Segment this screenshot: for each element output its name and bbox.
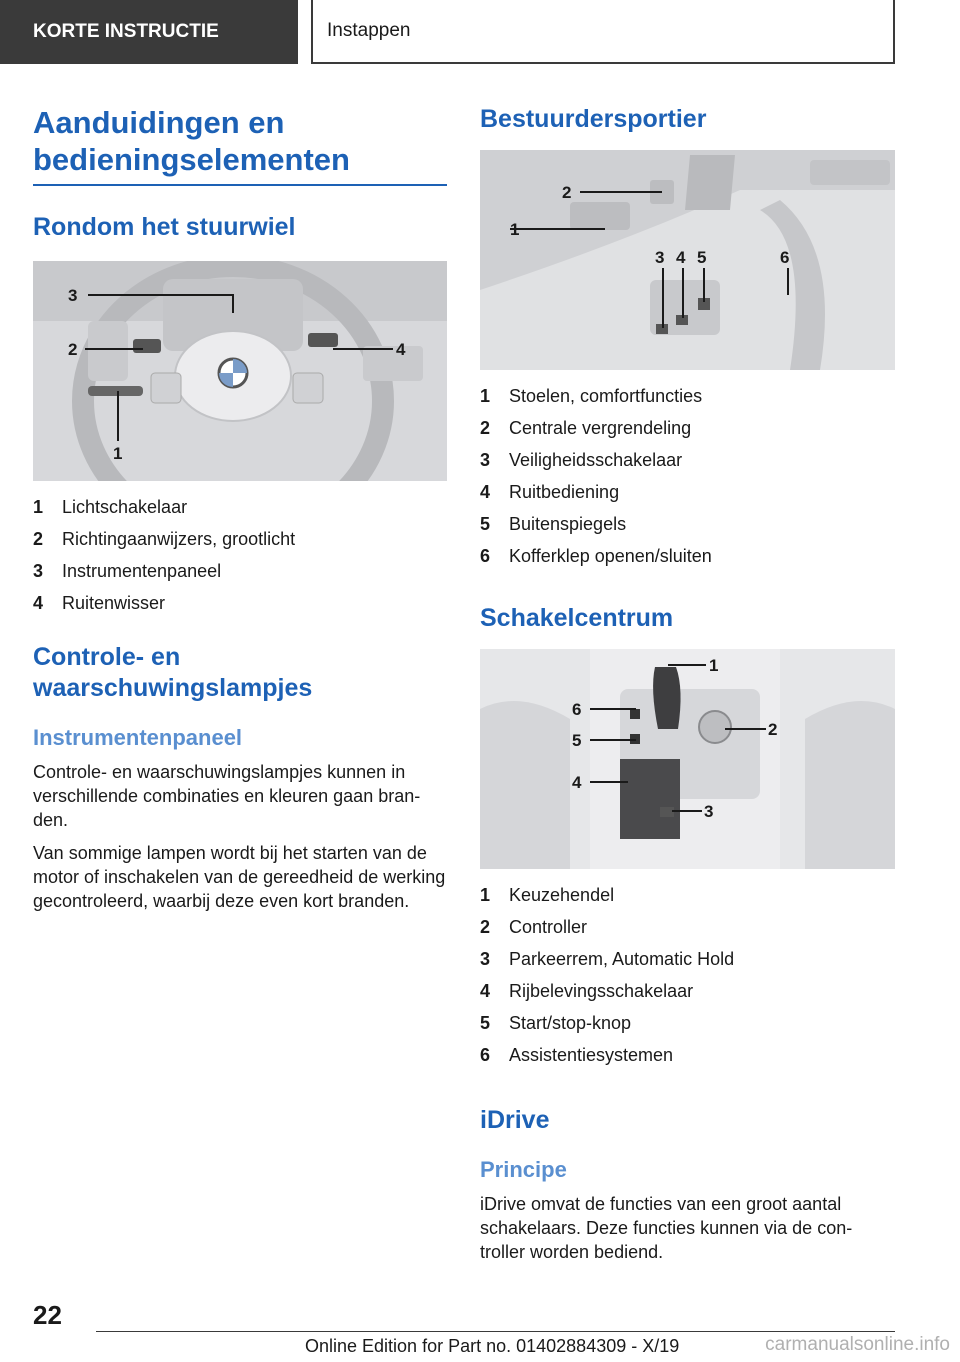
warning-paragraph-1: Controle- en waarschuwingslampjes kunnen in verschillende combinaties en kleuren gaan bran-den.: [33, 762, 421, 830]
svg-text:4: 4: [572, 773, 582, 792]
legend-item: 5 Buitenspiegels: [480, 514, 627, 534]
legend-item: 1 Keuzehendel: [480, 885, 615, 905]
svg-text:5: 5: [697, 248, 707, 267]
steering-wheel-illustration: [33, 261, 447, 481]
steering-heading: Rondom het stuurwiel: [33, 213, 296, 241]
svg-text:3: 3: [68, 286, 78, 305]
footer-edition: Online Edition for Part no. 01402884309 - X/19: [305, 1336, 680, 1356]
idrive-paragraph: iDrive omvat de functies van een groot aantal schakelaars. Deze functies kunnen via de con-troller worden bediend.: [480, 1194, 853, 1262]
svg-text:4: 4: [396, 340, 406, 359]
svg-text:2: 2: [562, 183, 572, 202]
idrive-heading: iDrive: [480, 1106, 550, 1134]
warning-heading: Controle- en waarschuwingslampjes: [33, 643, 313, 702]
legend-item: 4 Ruitenwisser: [33, 593, 166, 613]
legend-item: 6 Kofferklep openen/sluiten: [480, 546, 712, 566]
watermark: carmanualsonline.info: [765, 1334, 950, 1355]
left-column: [33, 104, 447, 913]
svg-text:1: 1: [709, 656, 719, 675]
door-figure: [480, 150, 895, 370]
legend-item: 2 Controller: [480, 917, 588, 937]
chapter-tab: [311, 0, 895, 64]
svg-text:2: 2: [768, 720, 778, 739]
console-figure: [480, 649, 895, 869]
idrive-subheading: Principe: [480, 1157, 567, 1182]
legend-item: 2 Richtingaanwijzers, grootlicht: [33, 529, 296, 549]
svg-text:3: 3: [655, 248, 665, 267]
svg-text:3: 3: [704, 802, 714, 821]
svg-text:6: 6: [780, 248, 790, 267]
steering-legend: [33, 491, 447, 619]
svg-text:4: 4: [676, 248, 686, 267]
console-legend: [480, 879, 895, 1071]
legend-item: 1 Lichtschakelaar: [33, 497, 188, 517]
right-column: [480, 104, 895, 1264]
legend-item: 5 Start/stop-knop: [480, 1013, 632, 1033]
door-illustration: [480, 150, 895, 370]
warning-paragraph-2: Van sommige lampen wordt bij het starten van de motor of inschakelen van de gereedheid de werking gecontroleerd, waarbij deze even kort branden.: [33, 843, 446, 911]
svg-text:6: 6: [572, 700, 582, 719]
svg-text:5: 5: [572, 731, 582, 750]
console-heading: Schakelcentrum: [480, 604, 674, 632]
door-legend: [480, 380, 895, 572]
svg-text:2: 2: [68, 340, 78, 359]
legend-item: 3 Veiligheidsschakelaar: [480, 450, 683, 470]
chapter-label: Instappen: [327, 20, 411, 41]
page-title: Aanduidingen en bedieningselementen: [33, 104, 447, 186]
warning-subheading: Instrumentenpaneel: [33, 725, 243, 750]
steering-wheel-figure: [33, 261, 447, 481]
section-label: KORTE INSTRUCTIE: [33, 21, 219, 42]
legend-item: 3 Instrumentenpaneel: [33, 561, 222, 581]
legend-item: 3 Parkeerrem, Automatic Hold: [480, 949, 735, 969]
svg-text:1: 1: [510, 220, 520, 239]
legend-item: 6 Assistentiesystemen: [480, 1045, 674, 1065]
svg-text:1: 1: [113, 444, 123, 463]
legend-item: 1 Stoelen, comfortfuncties: [480, 386, 703, 406]
legend-item: 4 Ruitbediening: [480, 482, 620, 502]
legend-item: 4 Rijbelevingsschakelaar: [480, 981, 694, 1001]
console-illustration: [480, 649, 895, 869]
footer-divider: [96, 1331, 895, 1332]
page-number: 22: [33, 1300, 62, 1330]
legend-item: 2 Centrale vergrendeling: [480, 418, 692, 438]
door-heading: Bestuurdersportier: [480, 105, 707, 133]
section-tab: [0, 0, 298, 64]
